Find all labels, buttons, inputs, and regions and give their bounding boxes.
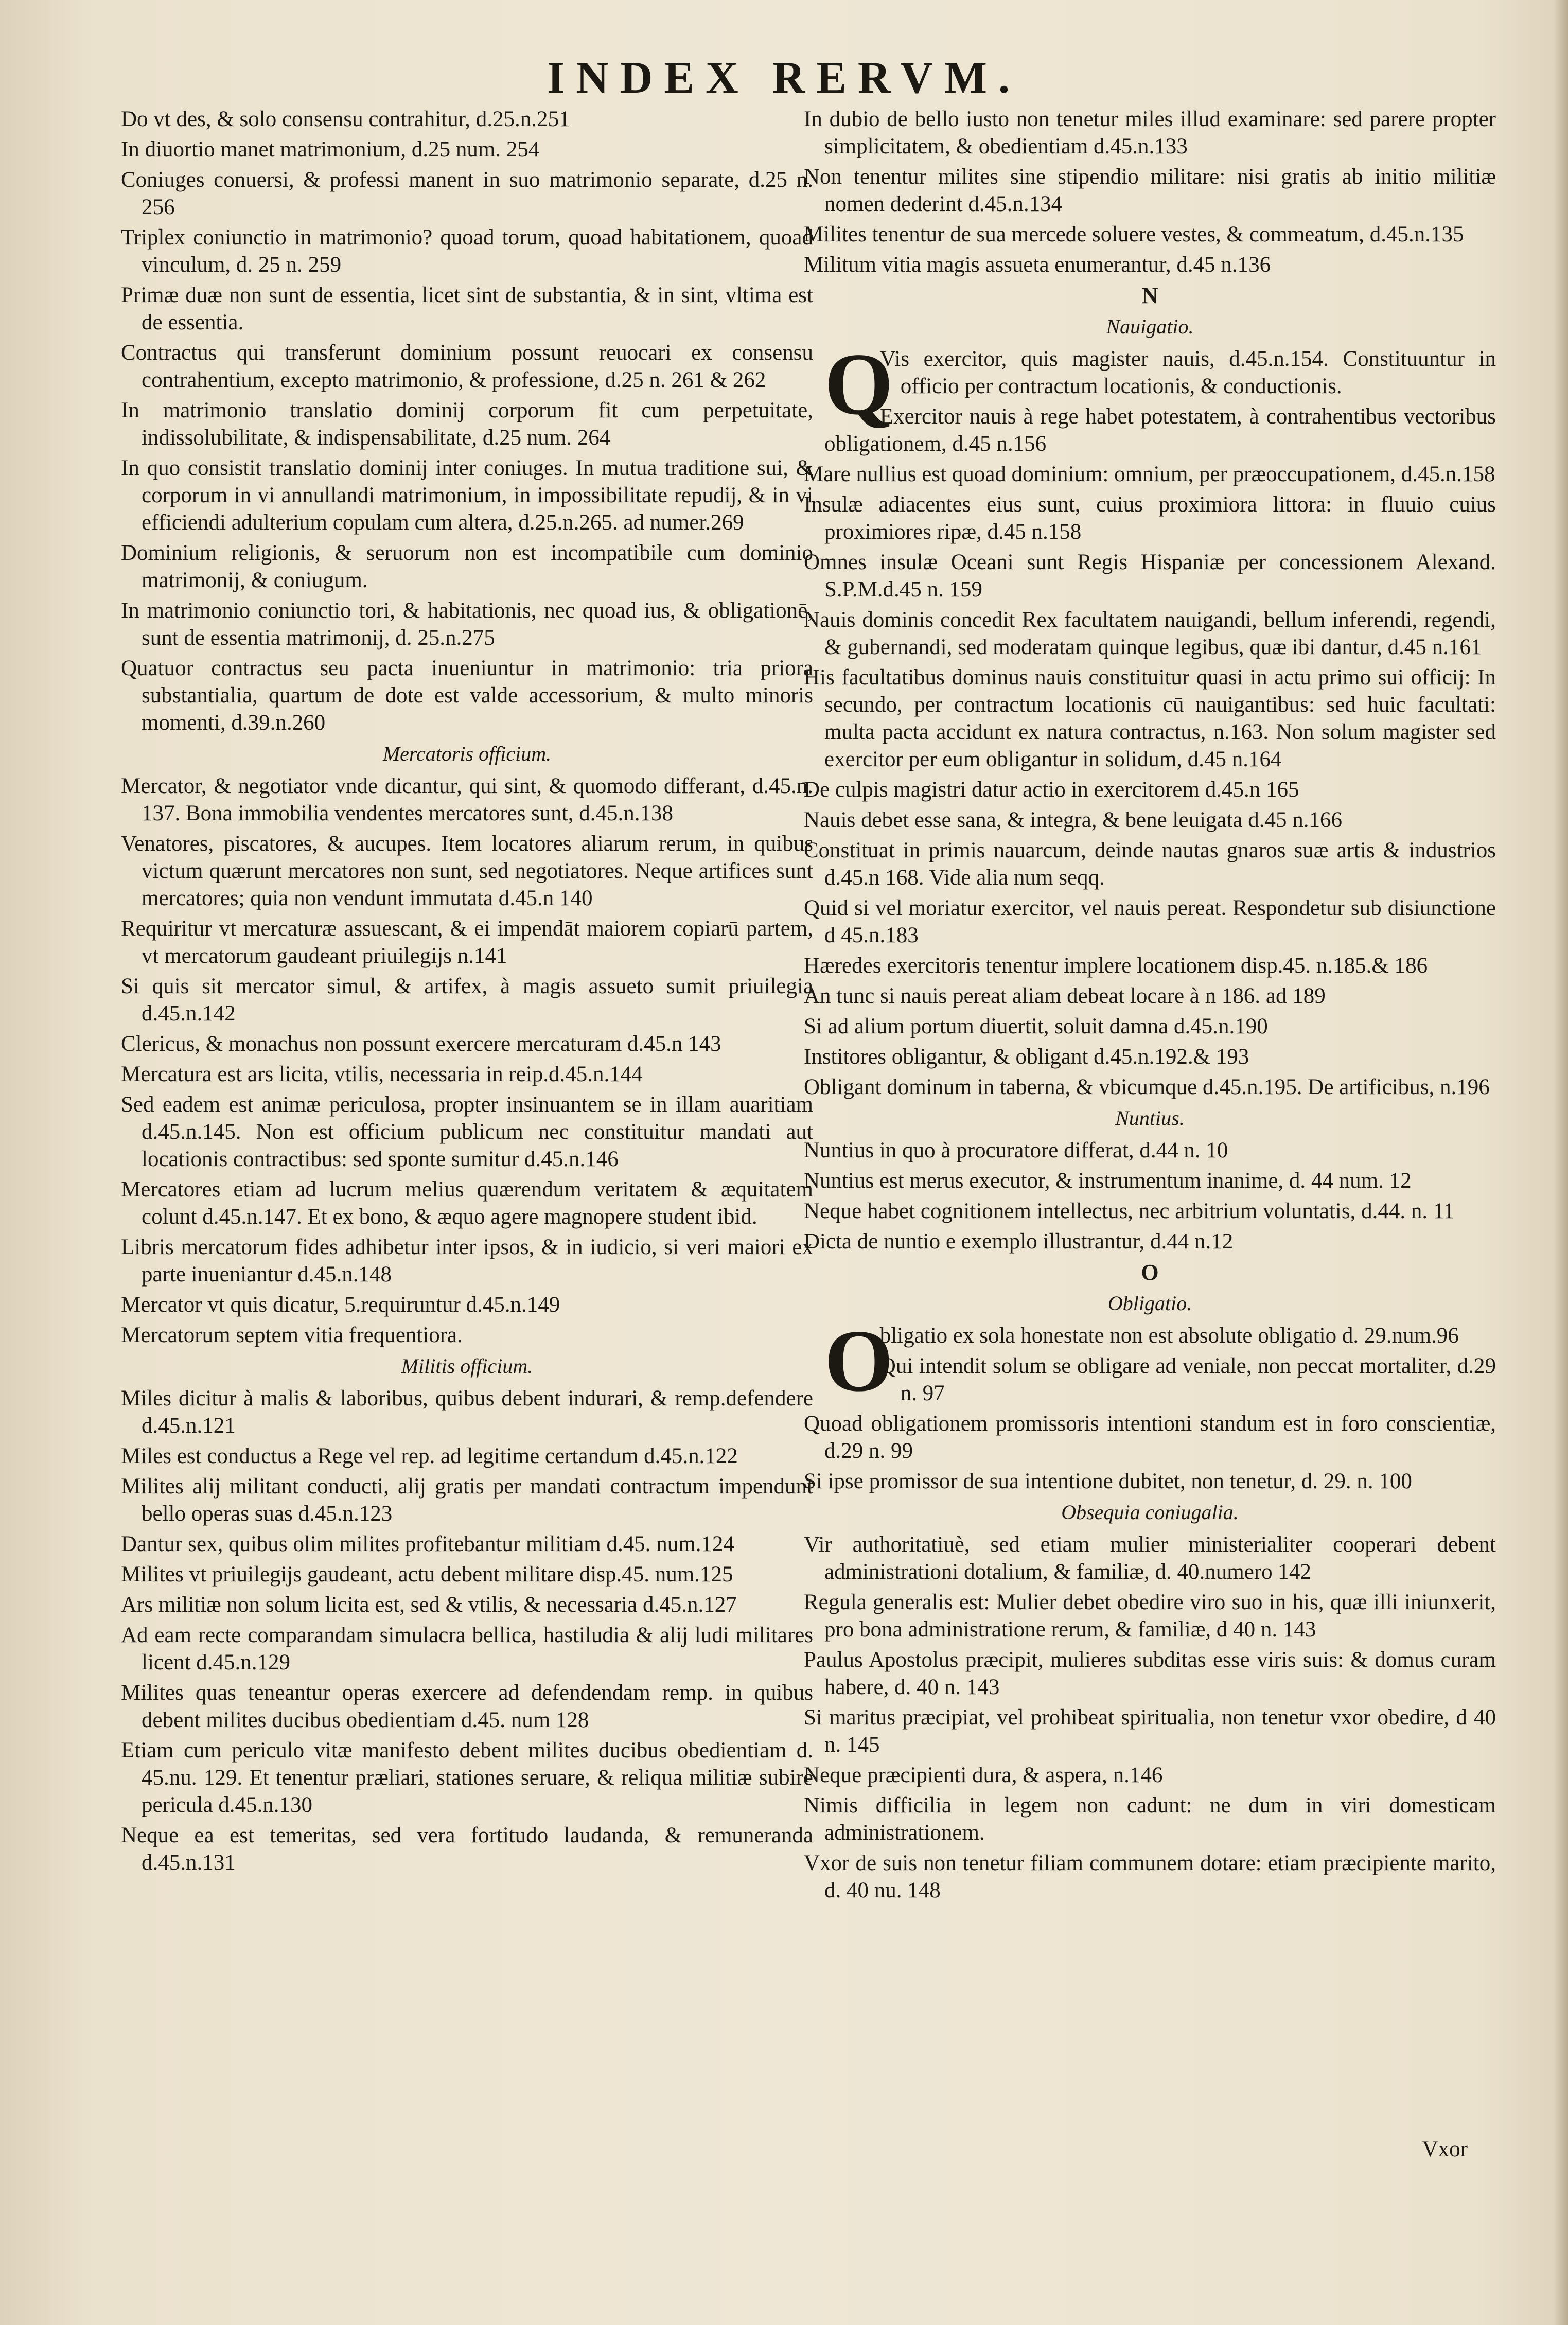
index-entry: Clericus, & monachus non possunt exercere mercaturam d.45.n 143 [121, 1032, 721, 1056]
index-entry: Insulæ adiacentes eius sunt, cuius proximiora littora: in fluuio cuius proximiores ripæ, d.45 n.158 [804, 492, 1496, 544]
index-entry: Exercitor nauis à rege habet potestatem, à contrahentibus vectoribus obligationem, d.45 n.156 [824, 404, 1496, 456]
index-entry: Mare nullius est quoad dominium: omnium, per præoccupationem, d.45.n.158 [804, 462, 1495, 486]
index-entry: Non tenentur milites sine stipendio militare: nisi gratis ab initio militiæ nomen dederint d.45.n.134 [804, 165, 1496, 216]
page-gutter-shadow [1554, 0, 1568, 2325]
index-entry: Nuntius in quo à procuratore differat, d.44 n. 10 [804, 1138, 1228, 1162]
index-entry: Mercatorum septem vitia frequentiora. [121, 1323, 463, 1347]
index-entry: Paulus Apostolus præcipit, mulieres subditas esse viris suis: & domus curam habere, d. 40 n. 143 [804, 1648, 1496, 1699]
index-entry: Neque præcipienti dura, & aspera, n.146 [804, 1763, 1163, 1787]
index-entry-dropcap: Obligatio ex sola honestate non est absolute obligatio d. 29.num.96 [824, 1312, 1459, 1410]
index-entry: Regula generalis est: Mulier debet obedire viro suo in his, quæ illi iniunxerit, pro bona administratione rerum, & familiæ, d 40 n. 143 [804, 1590, 1496, 1642]
index-entry: Coniuges conuersi, & professi manent in suo matrimonio separate, d.25 n. 256 [121, 168, 813, 219]
index-entry: Quatuor contractus seu pacta inueniuntur in matrimonio: tria priora substantialia, quartum de dote est valde accessorium, & multo minoris momenti, d.39.n.260 [121, 656, 813, 735]
index-entry: Quoad obligationem promissoris intentioni standum est in foro conscientiæ, d.29 n. 99 [804, 1412, 1496, 1463]
index-entry: Sed eadem est animæ periculosa, propter insinuantem se in illam auaritiam d.45.n.145. Non est officium publicum nec constituitur mandati aut locationis contractibus: sed sponte sumitur d.45.n.146 [121, 1093, 813, 1171]
alphabet-letter-heading: O [1141, 1260, 1159, 1285]
index-entry: Dicta de nuntio e exemplo illustrantur, d.44 n.12 [804, 1229, 1234, 1254]
index-entry-dropcap: QVis exercitor, quis magister nauis, d.45.n.154. Constituuntur in officio per contractum locationis, & conductionis. [824, 336, 1496, 433]
index-entry: Dominium religionis, & seruorum non est incompatibile cum dominio matrimonij, & coniugum. [121, 541, 813, 592]
index-entry: Omnes insulæ Oceani sunt Regis Hispaniæ per concessionem Alexand. S.P.M.d.45 n. 159 [804, 550, 1496, 602]
section-heading: Nuntius. [1115, 1106, 1185, 1130]
index-entry: Ad eam recte comparandam simulacra bellica, hastiludia & alij ludi militares licent d.45.n.129 [121, 1623, 813, 1675]
index-entry: Si ipse promissor de sua intentione dubitet, non tenetur, d. 29. n. 100 [804, 1469, 1412, 1493]
section-heading: Obligatio. [1107, 1292, 1192, 1315]
index-entry: Mercatura est ars licita, vtilis, necessaria in reip.d.45.n.144 [121, 1062, 643, 1086]
index-entry: Constituat in primis nauarcum, deinde nautas gnaros suæ artis & industrios d.45.n 168. Vide alia num seqq. [804, 838, 1496, 890]
index-entry: In quo consistit translatio dominij inter coniuges. In mutua traditione sui, & corporum in vi annullandi matrimonium, in impossibilitate repudij, & in vi efficiendi adulterium copulam cum altera, d.25.n.265. ad numer.269 [121, 456, 813, 535]
index-entry: Mercator, & negotiator vnde dicantur, qui sint, & quomodo differant, d.45.n. 137. Bona immobilia vendentes mercatores sunt, d.45.n.138 [121, 774, 813, 825]
index-entry: Si quis sit mercator simul, & artifex, à magis assueto sumit priuilegia d.45.n.142 [121, 974, 813, 1026]
index-entry: Primæ duæ non sunt de essentia, licet sint de substantia, & in sint, vltima est de essentia. [121, 283, 813, 334]
index-entry: Qui intendit solum se obligare ad veniale, non peccat mortaliter, d.29 n. 97 [879, 1354, 1496, 1405]
index-entry: Nimis difficilia in legem non cadunt: ne dum in viri domesticam administrationem. [804, 1793, 1496, 1845]
index-entry: Neque habet cognitionem intellectus, nec arbitrium voluntatis, d.44. n. 11 [804, 1199, 1455, 1223]
index-entry: Obligant dominum in taberna, & vbicumque d.45.n.195. De artificibus, n.196 [804, 1075, 1490, 1099]
index-entry: Militum vitia magis assueta enumerantur, d.45 n.136 [804, 253, 1271, 277]
index-entry: Miles est conductus a Rege vel rep. ad legitime certandum d.45.n.122 [121, 1444, 738, 1468]
index-entry: In matrimonio coniunctio tori, & habitationis, nec quoad ius, & obligationē, sunt de essentia matrimonij, d. 25.n.275 [121, 598, 813, 650]
index-entry: Milites quas teneantur operas exercere ad defendendam remp. in quibus debent milites ducibus obedientiam d.45. num 128 [121, 1681, 813, 1732]
index-entry: Si ad alium portum diuertit, soluit damna d.45.n.190 [804, 1014, 1268, 1038]
index-entry: Contractus qui transferunt dominium possunt reuocari ex consensu contrahentium, excepto matrimonio, & professione, d.25 n. 261 & 262 [121, 341, 813, 392]
index-entry: Etiam cum periculo vitæ manifesto debent milites ducibus obedientiam d. 45.nu. 129. Et tenentur præliari, stationes seruare, & reliqua militiæ subire pericula d.45.n.130 [121, 1738, 813, 1817]
index-entry: In dubio de bello iusto non tenetur miles illud examinare: sed parere propter simplicitatem, & obedientiam d.45.n.133 [804, 107, 1496, 158]
index-entry: Vxor de suis non tenetur filiam communem dotare: etiam præcipiente marito, d. 40 nu. 148 [804, 1851, 1496, 1903]
index-entry: In diuortio manet matrimonium, d.25 num. 254 [121, 137, 540, 162]
index-entry: Do vt des, & solo consensu contrahitur, d.25.n.251 [121, 107, 570, 131]
index-entry: Venatores, piscatores, & aucupes. Item locatores aliarum rerum, in quibus victum quærunt mercatores non sunt, sed negotiatores. Neque artifices sunt mercatores; quia non vendunt immutata d.45.n 140 [121, 832, 813, 910]
section-heading: Militis officium. [401, 1354, 533, 1378]
index-entry: Mercator vt quis dicatur, 5.requiruntur d.45.n.149 [121, 1293, 560, 1317]
index-entry: His facultatibus dominus nauis constituitur quasi in actu primo sui officij: In secundo, per contractum locationis cū nauigantibus: sed huic facultati: multa pacta accidunt ex natura contractus, n.163. Non solum magister sed exercitor per eum obligantur in solidum, d.45 n.164 [804, 665, 1496, 771]
index-entry: Dantur sex, quibus olim milites profitebantur militiam d.45. num.124 [121, 1532, 734, 1556]
running-title: INDEX RERVM. [547, 53, 1021, 103]
index-entry: Quid si vel moriatur exercitor, vel nauis pereat. Respondetur sub disiunctione d 45.n.183 [804, 896, 1496, 947]
index-entry: An tunc si nauis pereat aliam debeat locare à n 186. ad 189 [804, 984, 1326, 1008]
index-entry: Ars militiæ non solum licita est, sed & vtilis, & necessaria d.45.n.127 [121, 1593, 737, 1617]
index-entry: Vir authoritatiuè, sed etiam mulier ministerialiter cooperari debent administrationi dotalium, & familiæ, d. 40.numero 142 [804, 1533, 1496, 1584]
catchword: Vxor [1422, 2137, 1468, 2161]
index-entry: Si maritus præcipiat, vel prohibeat spiritualia, non tenetur vxor obedire, d 40 n. 145 [804, 1705, 1496, 1757]
section-heading: Obsequia coniugalia. [1061, 1501, 1239, 1524]
section-heading: Nauigatio. [1106, 315, 1194, 338]
index-entry: Libris mercatorum fides adhibetur inter ipsos, & in iudicio, si veri maiori ex parte inueniantur d.45.n.148 [121, 1235, 813, 1287]
index-entry: Triplex coniunctio in matrimonio? quoad torum, quoad habitationem, quoad vinculum, d. 25 n. 259 [121, 225, 813, 277]
index-entry: Hæredes exercitoris tenentur implere locationem disp.45. n.185.& 186 [804, 954, 1428, 978]
index-entry: Neque ea est temeritas, sed vera fortitudo laudanda, & remuneranda d.45.n.131 [121, 1823, 813, 1875]
index-entry: Nuntius est merus executor, & instrumentum inanime, d. 44 num. 12 [804, 1169, 1412, 1193]
index-entry: Miles dicitur à malis & laboribus, quibus debent indurari, & remp.defendere d.45.n.121 [121, 1386, 813, 1438]
index-entry: Milites alij militant conducti, alij gratis per mandati contractum impendunt bello operas suas d.45.n.123 [121, 1474, 813, 1526]
index-entry: Requiritur vt mercaturæ assuescant, & ei impendāt maiorem copiarū partem, vt mercatorum gaudeant priuilegijs n.141 [121, 917, 813, 968]
index-entry: Institores obligantur, & obligant d.45.n.192.& 193 [804, 1045, 1249, 1069]
alphabet-letter-heading: N [1141, 283, 1158, 308]
index-entry: Milites vt priuilegijs gaudeant, actu debent militare disp.45. num.125 [121, 1562, 733, 1587]
index-entry: Nauis dominis concedit Rex facultatem nauigandi, bellum inferendi, regendi, & gubernandi, sed moderatam quinque legibus, quæ ibi dantur, d.45 n.161 [804, 608, 1496, 659]
index-entry: Mercatores etiam ad lucrum melius quærendum veritatem & æquitatem colunt d.45.n.147. Et ex bono, & æquo agere magnopere student ibid. [121, 1177, 813, 1229]
index-entry: De culpis magistri datur actio in exercitorem d.45.n 165 [804, 778, 1299, 802]
index-entry: Nauis debet esse sana, & integra, & bene leuigata d.45 n.166 [804, 808, 1343, 832]
index-entry: In matrimonio translatio dominij corporum fit cum perpetuitate, indissolubilitate, & indispensabilitate, d.25 num. 264 [121, 398, 813, 450]
right-column [804, 105, 1496, 1907]
index-entry: Milites tenentur de sua mercede soluere vestes, & commeatum, d.45.n.135 [804, 222, 1464, 246]
section-heading: Mercatoris officium. [382, 742, 552, 765]
left-column [121, 105, 813, 1879]
